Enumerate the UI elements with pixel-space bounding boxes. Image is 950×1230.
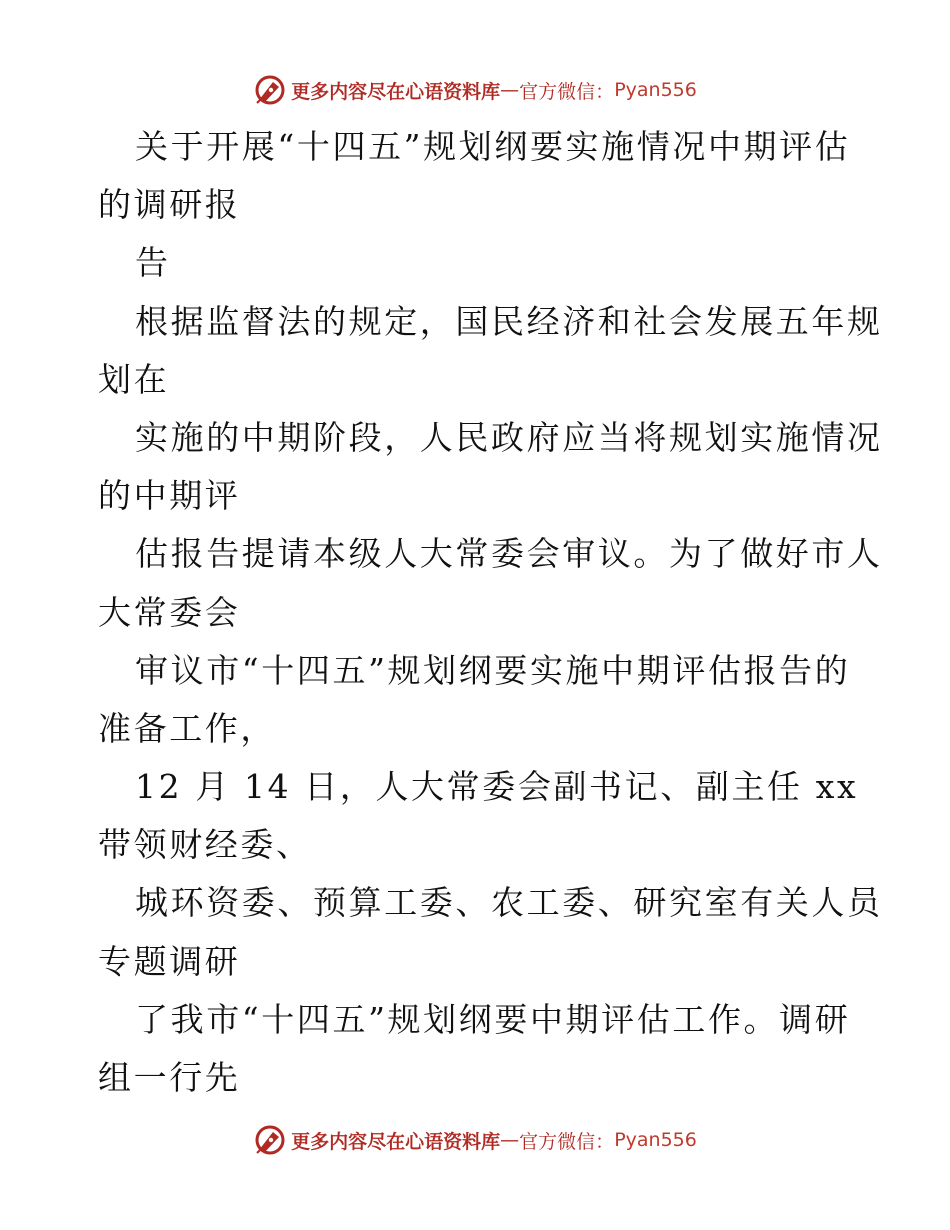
pen-nib-logo-icon (253, 1123, 287, 1157)
text-line: 告 (135, 243, 171, 283)
text-line: 审议市“十四五”规划纲要实施中期评估报告的 (135, 650, 851, 690)
banner-wechat-id: Pyan556 (614, 1129, 697, 1151)
footer-watermark-banner (0, 1120, 950, 1160)
banner-wechat-label: 官方微信： (519, 1130, 615, 1153)
text-line: 城环资委、预算工委、农工委、研究室有关人员 (135, 883, 883, 923)
banner-main-text: 更多内容尽在心语资料库 (291, 80, 501, 103)
text-line: 实施的中期阶段，人民政府应当将规划实施情况 (135, 417, 883, 457)
text-line: 关于开展“十四五”规划纲要实施情况中期评估 (135, 127, 851, 166)
text-line: 准备工作， (98, 708, 276, 748)
banner-dash: — (500, 79, 520, 101)
banner-main-text: 更多内容尽在心语资料库 (291, 1130, 501, 1153)
text-line: 的调研报 (98, 185, 241, 225)
text-line: 专题调研 (98, 941, 241, 981)
document-body (98, 118, 883, 1107)
text-line: 划在 (98, 359, 170, 399)
text-line: 12 月 14 日，人大常委会副书记、副主任 xx (135, 767, 859, 807)
text-line: 了我市“十四五”规划纲要中期评估工作。调研 (135, 999, 851, 1039)
text-line: 大常委会 (98, 592, 241, 632)
text-line: 估报告提请本级人大常委会审议。为了做好市人 (135, 534, 883, 574)
header-watermark-banner (0, 70, 950, 110)
text-line: 的中期评 (98, 476, 241, 516)
text-line: 根据监督法的规定，国民经济和社会发展五年规 (135, 301, 883, 341)
banner-wechat-id: Pyan556 (614, 79, 697, 101)
banner-dash: — (500, 1129, 520, 1151)
text-line: 带领财经委、 (98, 825, 312, 865)
text-line: 组一行先 (98, 1058, 241, 1097)
pen-nib-logo-icon (253, 73, 287, 107)
banner-wechat-label: 官方微信： (519, 80, 615, 103)
